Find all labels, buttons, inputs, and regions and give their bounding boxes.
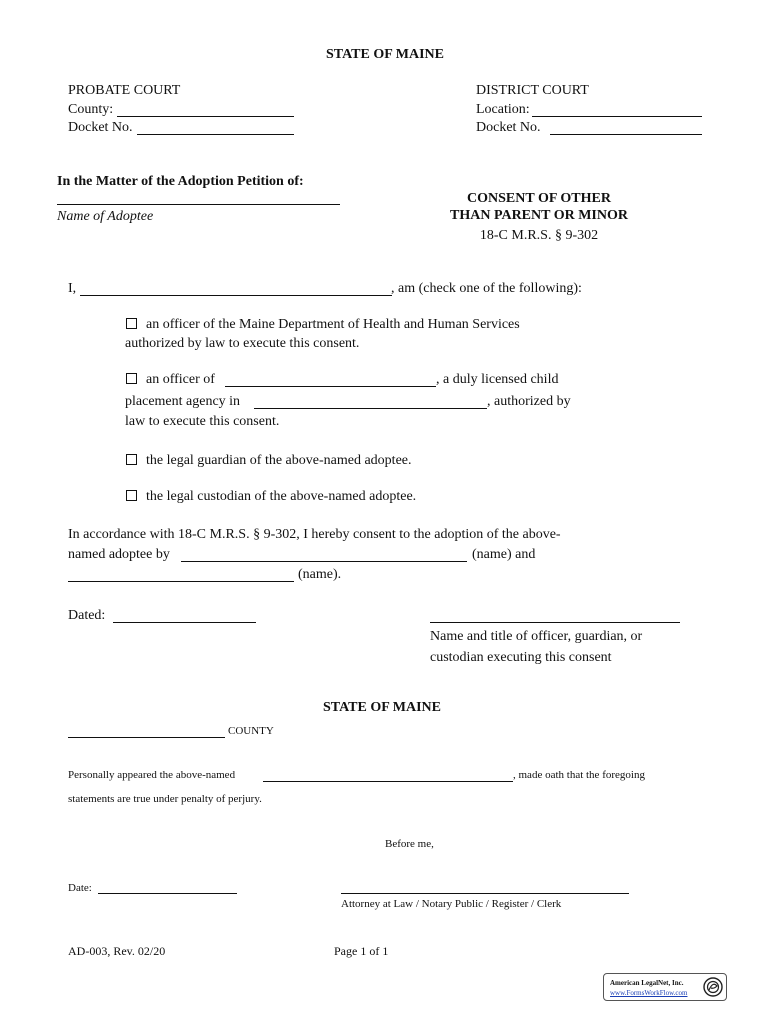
appeared-name-field[interactable] [263, 781, 513, 782]
probate-docket-label: Docket No. [68, 120, 133, 135]
state-title: STATE OF MAINE [326, 47, 444, 62]
adoptee-name-field[interactable] [57, 204, 340, 205]
declaration-suffix: , am (check one of the following): [391, 281, 582, 296]
declaration-prefix: I, [68, 281, 77, 296]
notary-date-field[interactable] [98, 893, 237, 894]
option-custodian-checkbox[interactable] [126, 490, 137, 501]
declarant-name-field[interactable] [80, 295, 392, 296]
option-custodian-label: the legal custodian of the above-named adoptee. [146, 489, 417, 504]
district-docket-label: Docket No. [476, 120, 541, 135]
page-number: Page 1 of 1 [334, 944, 389, 958]
signature-caption2: custodian executing this consent [430, 650, 612, 665]
notary-county-field[interactable] [68, 737, 225, 738]
probate-docket-field[interactable] [137, 134, 294, 135]
notary-officer-caption: Attorney at Law / Notary Public / Register / Clerk [341, 898, 562, 910]
adoptee-caption: Name of Adoptee [57, 209, 154, 224]
dated-label: Dated: [68, 608, 106, 623]
probate-county-label: County: [68, 102, 114, 117]
option-dhhs-checkbox[interactable] [126, 318, 137, 329]
option-dhhs-line2: authorized by law to execute this consent. [125, 336, 360, 351]
option-agency-checkbox[interactable] [126, 373, 137, 384]
notary-date-label: Date: [68, 882, 92, 894]
signature-field[interactable] [430, 622, 680, 623]
appeared-line2: statements are true under penalty of perjury. [68, 793, 262, 805]
district-court-label: DISTRICT COURT [476, 83, 589, 98]
matter-heading: In the Matter of the Adoption Petition of: [57, 174, 304, 189]
option-agency-line3: law to execute this consent. [125, 414, 280, 429]
option-guardian-label: the legal guardian of the above-named adoptee. [146, 453, 412, 468]
before-me: Before me, [385, 838, 434, 850]
publisher-name: American LegalNet, Inc. [610, 979, 684, 987]
district-location-field[interactable] [532, 116, 702, 117]
notary-title: STATE OF MAINE [323, 700, 441, 715]
publisher-logo [603, 973, 727, 1001]
option-dhhs-line1: an officer of the Maine Department of Health and Human Services [146, 317, 520, 332]
adopter1-name-field[interactable] [181, 561, 467, 562]
notary-county-label: COUNTY [228, 725, 274, 737]
form-id: AD-003, Rev. 02/20 [68, 944, 166, 958]
option-guardian-checkbox[interactable] [126, 454, 137, 465]
consent-line1: In accordance with 18-C M.R.S. § 9-302, I hereby consent to the adoption of the above- [68, 527, 561, 542]
option-agency-line2-suffix: , authorized by [487, 394, 571, 409]
adopter2-name-field[interactable] [68, 581, 294, 582]
notary-signature-field[interactable] [341, 893, 629, 894]
consent-line2-prefix: named adoptee by [68, 547, 170, 562]
probate-county-field[interactable] [117, 116, 294, 117]
consent-line2-suffix: (name) and [472, 547, 536, 562]
publisher-url[interactable]: www.FormsWorkFlow.com [610, 989, 688, 997]
district-docket-field[interactable] [550, 134, 702, 135]
form-statute: 18-C M.R.S. § 9-302 [479, 228, 599, 243]
agency-location-field[interactable] [254, 408, 487, 409]
seal-icon [703, 977, 723, 997]
dated-field[interactable] [113, 622, 256, 623]
agency-name-field[interactable] [225, 386, 436, 387]
option-agency-line1-prefix: an officer of [146, 372, 215, 387]
appeared-suffix: , made oath that the foregoing [513, 769, 645, 781]
option-agency-line1-suffix: , a duly licensed child [436, 372, 559, 387]
appeared-prefix: Personally appeared the above-named [68, 769, 236, 781]
district-location-label: Location: [476, 102, 530, 117]
signature-caption1: Name and title of officer, guardian, or [430, 629, 643, 644]
option-agency-line2-prefix: placement agency in [125, 394, 241, 409]
probate-court-label: PROBATE COURT [68, 83, 181, 98]
form-title-line2: THAN PARENT OR MINOR [450, 208, 628, 223]
consent-line3-suffix: (name). [298, 567, 342, 582]
form-title-line1: CONSENT OF OTHER [467, 191, 611, 206]
